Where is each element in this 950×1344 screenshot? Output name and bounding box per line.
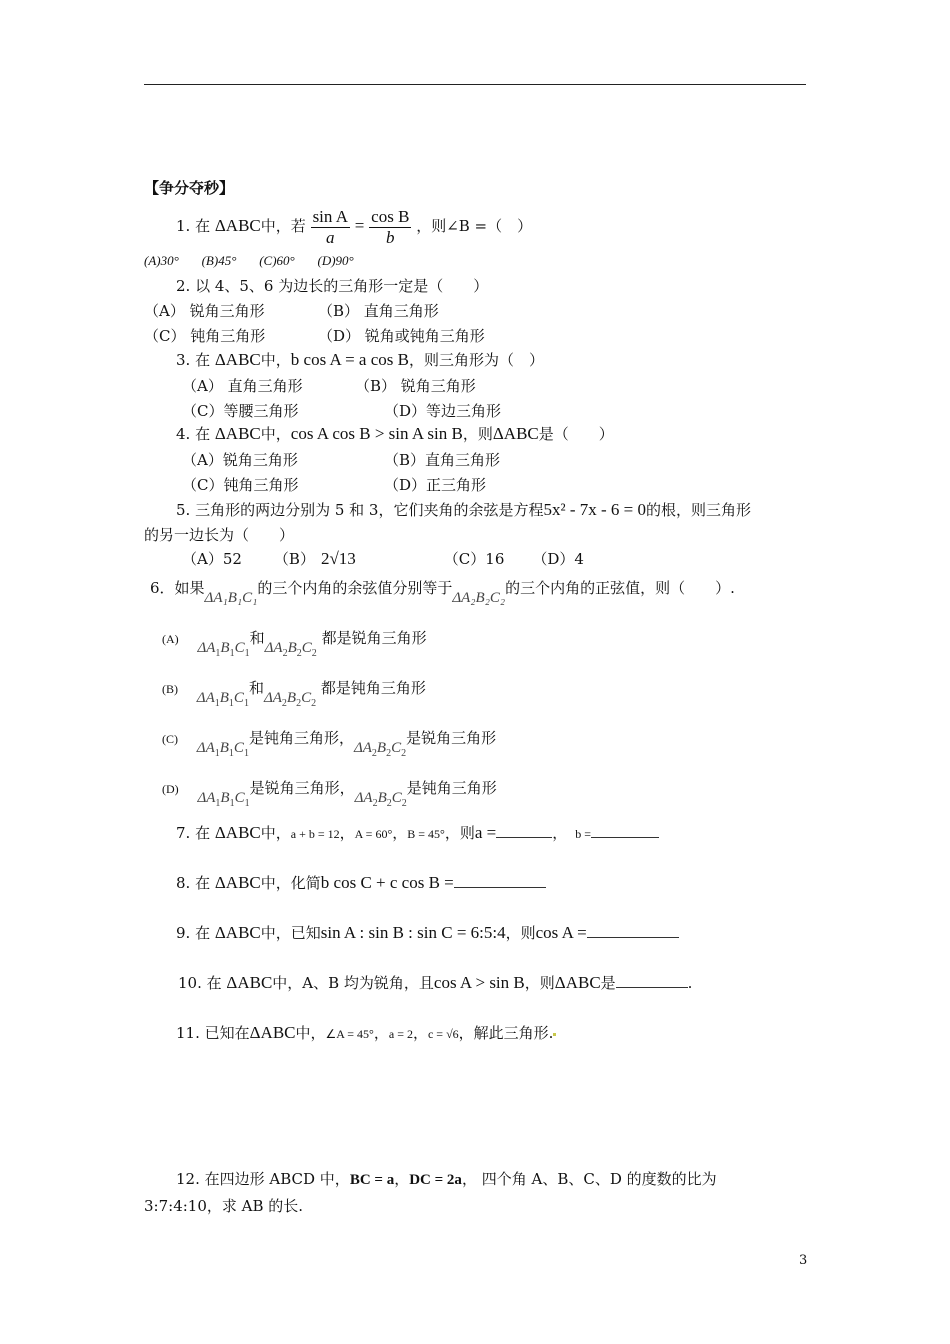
q6-option-d: (D) $\Delta A_1B_1C_1$是锐角三角形，$\Delta A_2B_2C_2$是钝角三角形	[162, 779, 497, 809]
q3-option-c: （C）等腰三角形	[182, 402, 299, 420]
q2-option-c: （C） 钝角三角形	[144, 327, 266, 345]
q6-option-c: (C) $\Delta A_1B_1C_1$是钝角三角形，$\Delta A_2B_2C_2$是锐角三角形	[162, 729, 497, 759]
question-11: 11. 已知在ΔABC中，∠A = 45°，a = 2，c = √6，解此三角形.	[176, 1023, 556, 1044]
question-3: 3. 在 ΔABC中，b cos A = a cos B，则三角形为（ ）	[176, 350, 544, 369]
q4-option-c: （C）钝角三角形	[182, 476, 299, 494]
question-6: 6．如果ΔA₁B₁C₁的三个内角的余弦值分别等于ΔA₂B₂C₂的三个内角的正弦值，则（ ）.	[150, 579, 735, 606]
question-9: 9. 在 ΔABC中，已知sin A : sin B : sin C = 6:5:4，则cos A =	[176, 923, 679, 943]
section-title: 【争分夺秒】	[144, 179, 235, 197]
fraction-sinA-a: $\frac{\text{sin A}}{a}$	[312, 206, 348, 247]
q3-option-a: （A） 直角三角形	[182, 377, 303, 395]
answer-blank-q10[interactable]	[616, 973, 688, 988]
answer-blank-q8[interactable]	[454, 873, 546, 888]
answer-blank-a[interactable]	[496, 823, 552, 838]
q4-option-d: （D）正三角形	[384, 476, 487, 494]
question-12-line-2: 3:7:4:10，求 AB 的长.	[144, 1197, 304, 1215]
q6-option-b: (B) $\Delta A_1B_1C_1$和$\Delta A_2B_2C_2$ 都是钝角三角形	[162, 679, 426, 709]
stray-mark	[553, 1033, 556, 1036]
answer-blank-b[interactable]	[591, 823, 659, 838]
q6-option-a: (A) $\Delta A_1B_1C_1$和$\Delta A_2B_2C_2$ 都是锐角三角形	[162, 629, 427, 659]
q5-options: （A）52 （B） 2√13 （C）16 （D）4	[182, 549, 584, 568]
q3-option-d: （D）等边三角形	[384, 402, 502, 420]
q2-option-b: （B） 直角三角形	[318, 302, 439, 320]
q1-options: (A)30° (B)45° (C)60° (D)90°	[144, 253, 354, 268]
question-2: 2. 以 4、5、6 为边长的三角形一定是（ ）	[176, 277, 489, 295]
answer-blank-q9[interactable]	[587, 923, 679, 938]
q3-option-b: （B） 锐角三角形	[355, 377, 476, 395]
question-10: 10. 在 ΔABC中，A、B 均为锐角，且cos A > sin B，则ΔABC是 .	[178, 973, 693, 992]
header-rule	[144, 84, 806, 85]
q4-option-b: （B）直角三角形	[384, 451, 501, 469]
fraction-cosB-b: $\frac{\text{cos B}}{b}$	[371, 206, 410, 247]
question-7: 7. 在 ΔABC中，a + b = 12，A = 60°，B = 45°，则a = ， b =	[176, 823, 659, 844]
q2-option-a: （A） 锐角三角形	[144, 302, 265, 320]
question-1: 1. 在 ΔABC中，若 $\frac{\text{sin A}}{a}$ = $\frac{\text{cos B}}{b}$ ，则∠B =（ ）	[176, 206, 533, 247]
page-number: 3	[799, 1253, 808, 1268]
q4-option-a: （A）锐角三角形	[182, 451, 298, 469]
question-4: 4. 在 ΔABC中，cos A cos B > sin A sin B，则ΔABC是（ ）	[176, 424, 614, 443]
question-8: 8. 在 ΔABC中，化简b cos C + c cos B =	[176, 873, 546, 893]
q2-option-d: （D） 锐角或钝角三角形	[318, 327, 485, 345]
question-5-line-2: 的另一边长为（ ）	[144, 526, 295, 544]
question-12-line-1: 12. 在四边形 ABCD 中，BC = a，DC = 2a， 四个角 A、B、C、D 的度数的比为	[176, 1170, 717, 1188]
question-5-line-1: 5. 三角形的两边分别为 5 和 3，它们夹角的余弦是方程5x² - 7x - 6 = 0的根，则三角形	[176, 500, 752, 519]
